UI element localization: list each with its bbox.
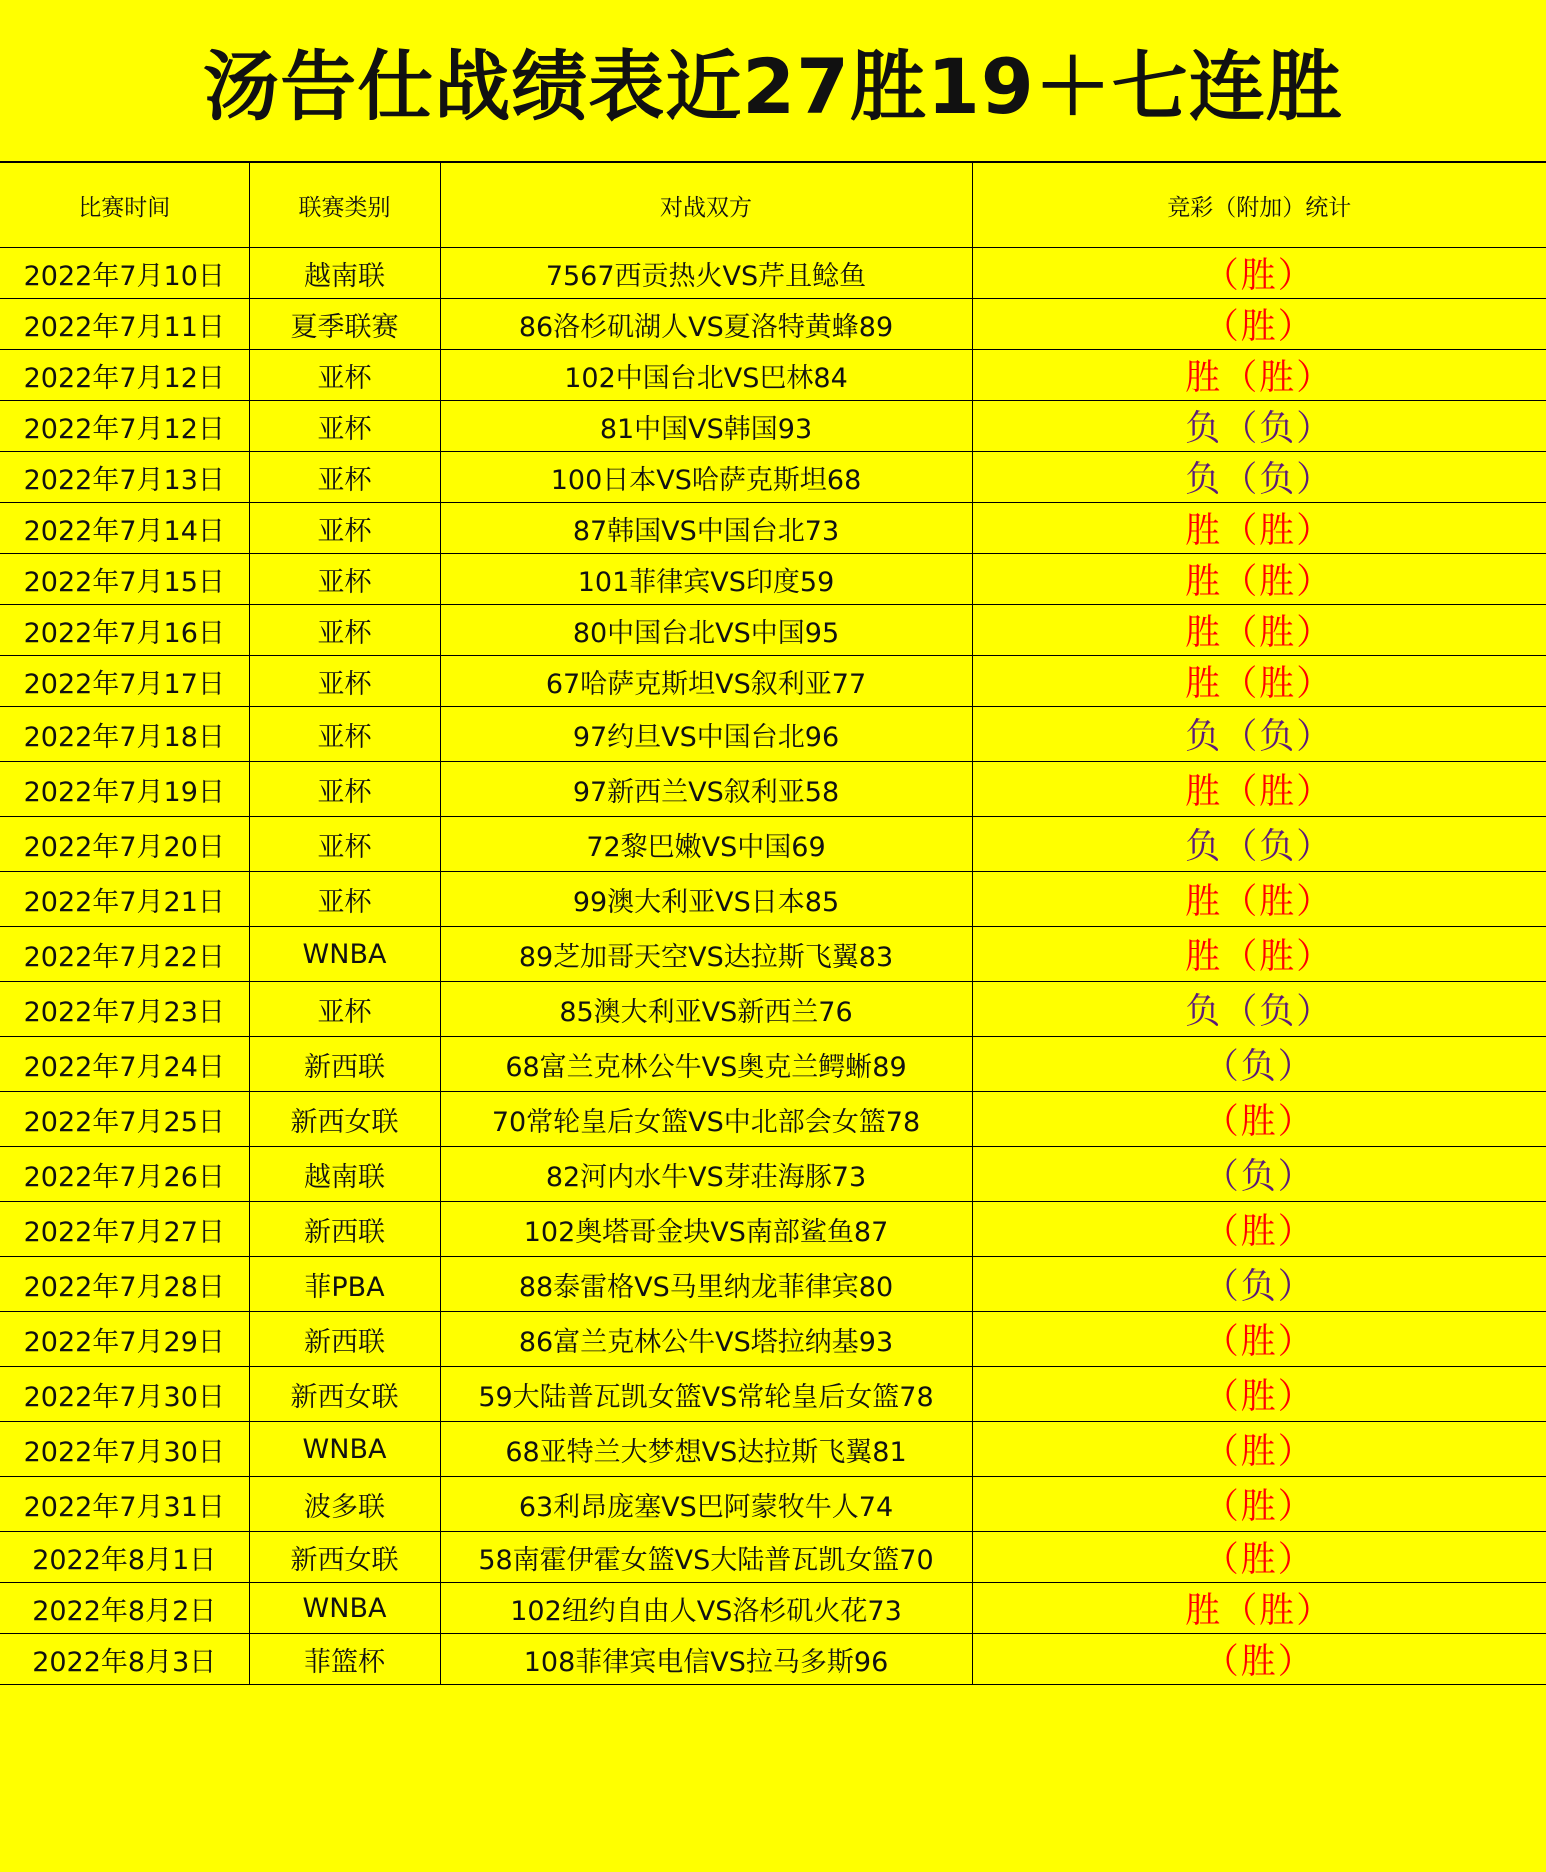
date-cell: 2022年7月31日: [0, 1477, 249, 1532]
result-cell: [972, 1202, 1546, 1257]
result-extra: （胜）: [1203, 256, 1315, 296]
result-cell: [972, 350, 1546, 401]
table-row: [0, 299, 1546, 350]
table-row: [0, 1257, 1546, 1312]
table-row: [0, 350, 1546, 401]
match-cell: 63利昂庞塞VS巴阿蒙牧牛人74: [440, 1477, 972, 1532]
result-extra: （胜）: [1203, 1377, 1315, 1417]
table-row: [0, 1477, 1546, 1532]
result-main: 胜: [1185, 562, 1223, 602]
result-cell: [972, 927, 1546, 982]
result-main: 胜: [1185, 613, 1223, 653]
date-cell: 2022年7月22日: [0, 927, 249, 982]
result-cell: [972, 1634, 1546, 1685]
date-cell: 2022年7月19日: [0, 762, 249, 817]
result-main: 负: [1185, 992, 1223, 1032]
table-row: [0, 248, 1546, 299]
date-cell: 2022年7月30日: [0, 1367, 249, 1422]
match-cell: 59大陆普瓦凯女篮VS常轮皇后女篮78: [440, 1367, 972, 1422]
result-cell: [972, 1583, 1546, 1634]
result-cell: [972, 1422, 1546, 1477]
league-cell: 夏季联赛: [249, 299, 440, 350]
result-extra: （胜）: [1203, 1487, 1315, 1527]
league-cell: 菲PBA: [249, 1257, 440, 1312]
date-cell: 2022年7月10日: [0, 248, 249, 299]
result-cell: [972, 1477, 1546, 1532]
result-cell: [972, 299, 1546, 350]
result-extra: （负）: [1222, 717, 1334, 757]
table-row: [0, 605, 1546, 656]
table-row: [0, 1312, 1546, 1367]
result-extra: （胜）: [1203, 1540, 1315, 1580]
match-cell: 82河内水牛VS芽荘海豚73: [440, 1147, 972, 1202]
date-cell: 2022年7月28日: [0, 1257, 249, 1312]
table-row: [0, 1367, 1546, 1422]
league-cell: WNBA: [249, 1422, 440, 1477]
match-cell: 88泰雷格VS马里纳龙菲律宾80: [440, 1257, 972, 1312]
result-cell: [972, 401, 1546, 452]
date-cell: 2022年7月26日: [0, 1147, 249, 1202]
result-main: 胜: [1185, 882, 1223, 922]
table-row: [0, 1202, 1546, 1257]
league-cell: 亚杯: [249, 503, 440, 554]
league-cell: 亚杯: [249, 817, 440, 872]
result-extra: （胜）: [1203, 1432, 1315, 1472]
result-extra: （胜）: [1203, 1102, 1315, 1142]
table-row: [0, 401, 1546, 452]
date-cell: 2022年7月24日: [0, 1037, 249, 1092]
league-cell: 新西女联: [249, 1367, 440, 1422]
match-cell: 86洛杉矶湖人VS夏洛特黄蜂89: [440, 299, 972, 350]
result-cell: [972, 982, 1546, 1037]
table-row: [0, 927, 1546, 982]
record-table: [0, 163, 1546, 1685]
table-row: [0, 817, 1546, 872]
date-cell: 2022年7月13日: [0, 452, 249, 503]
table-row: [0, 707, 1546, 762]
match-cell: 102奥塔哥金块VS南部鲨鱼87: [440, 1202, 972, 1257]
date-cell: 2022年7月14日: [0, 503, 249, 554]
date-cell: 2022年7月11日: [0, 299, 249, 350]
result-extra: （胜）: [1203, 307, 1315, 347]
league-cell: 波多联: [249, 1477, 440, 1532]
table-row: [0, 656, 1546, 707]
match-cell: 99澳大利亚VS日本85: [440, 872, 972, 927]
result-extra: （胜）: [1203, 1322, 1315, 1362]
result-cell: [972, 1532, 1546, 1583]
table-row: [0, 1092, 1546, 1147]
league-cell: WNBA: [249, 927, 440, 982]
result-cell: [972, 872, 1546, 927]
result-cell: [972, 1037, 1546, 1092]
result-extra: （胜）: [1222, 1591, 1334, 1631]
league-cell: 新西联: [249, 1312, 440, 1367]
match-cell: 58南霍伊霍女篮VS大陆普瓦凯女篮70: [440, 1532, 972, 1583]
league-cell: 新西联: [249, 1037, 440, 1092]
result-cell: [972, 248, 1546, 299]
table-row: [0, 1037, 1546, 1092]
result-extra: （胜）: [1203, 1212, 1315, 1252]
result-extra: （负）: [1222, 827, 1334, 867]
header-row: [0, 163, 1546, 248]
match-cell: 86富兰克林公牛VS塔拉纳基93: [440, 1312, 972, 1367]
result-cell: [972, 452, 1546, 503]
result-cell: [972, 1257, 1546, 1312]
result-cell: [972, 605, 1546, 656]
result-main: 负: [1185, 717, 1223, 757]
result-cell: [972, 1367, 1546, 1422]
result-main: 胜: [1185, 937, 1223, 977]
match-cell: 101菲律宾VS印度59: [440, 554, 972, 605]
header-date: 比赛时间: [0, 163, 249, 248]
table-row: [0, 762, 1546, 817]
match-cell: 7567西贡热火VS芹且鲶鱼: [440, 248, 972, 299]
match-cell: 85澳大利亚VS新西兰76: [440, 982, 972, 1037]
league-cell: 越南联: [249, 248, 440, 299]
result-extra: （负）: [1203, 1267, 1315, 1307]
match-cell: 81中国VS韩国93: [440, 401, 972, 452]
result-cell: [972, 1312, 1546, 1367]
date-cell: 2022年7月21日: [0, 872, 249, 927]
match-cell: 102纽约自由人VS洛杉矶火花73: [440, 1583, 972, 1634]
league-cell: 亚杯: [249, 605, 440, 656]
league-cell: 新西联: [249, 1202, 440, 1257]
match-cell: 108菲律宾电信VS拉马多斯96: [440, 1634, 972, 1685]
header-match: 对战双方: [440, 163, 972, 248]
table-row: [0, 1532, 1546, 1583]
table-row: [0, 982, 1546, 1037]
league-cell: 亚杯: [249, 707, 440, 762]
date-cell: 2022年7月30日: [0, 1422, 249, 1477]
league-cell: 亚杯: [249, 656, 440, 707]
date-cell: 2022年7月16日: [0, 605, 249, 656]
date-cell: 2022年7月25日: [0, 1092, 249, 1147]
league-cell: 亚杯: [249, 554, 440, 605]
result-main: 胜: [1185, 1591, 1223, 1631]
match-cell: 67哈萨克斯坦VS叙利亚77: [440, 656, 972, 707]
date-cell: 2022年7月20日: [0, 817, 249, 872]
league-cell: 亚杯: [249, 762, 440, 817]
date-cell: 2022年7月29日: [0, 1312, 249, 1367]
result-main: 胜: [1185, 358, 1223, 398]
page-title: 汤告仕战绩表近27胜19＋七连胜: [0, 0, 1546, 163]
result-main: 胜: [1185, 772, 1223, 812]
result-extra: （负）: [1203, 1047, 1315, 1087]
result-cell: [972, 762, 1546, 817]
result-extra: （负）: [1222, 992, 1334, 1032]
result-main: 负: [1185, 409, 1223, 449]
league-cell: 越南联: [249, 1147, 440, 1202]
date-cell: 2022年8月1日: [0, 1532, 249, 1583]
match-cell: 68亚特兰大梦想VS达拉斯飞翼81: [440, 1422, 972, 1477]
date-cell: 2022年8月2日: [0, 1583, 249, 1634]
league-cell: WNBA: [249, 1583, 440, 1634]
result-extra: （负）: [1203, 1157, 1315, 1197]
match-cell: 97约旦VS中国台北96: [440, 707, 972, 762]
table-row: [0, 554, 1546, 605]
league-cell: 菲篮杯: [249, 1634, 440, 1685]
date-cell: 2022年7月12日: [0, 350, 249, 401]
date-cell: 2022年7月17日: [0, 656, 249, 707]
date-cell: 2022年8月3日: [0, 1634, 249, 1685]
result-main: 胜: [1185, 664, 1223, 704]
result-extra: （胜）: [1222, 882, 1334, 922]
match-cell: 102中国台北VS巴林84: [440, 350, 972, 401]
result-extra: （胜）: [1222, 664, 1334, 704]
result-extra: （胜）: [1222, 613, 1334, 653]
result-extra: （胜）: [1203, 1642, 1315, 1682]
match-cell: 100日本VS哈萨克斯坦68: [440, 452, 972, 503]
result-cell: [972, 1147, 1546, 1202]
header-league: 联赛类别: [249, 163, 440, 248]
result-extra: （负）: [1222, 409, 1334, 449]
match-cell: 87韩国VS中国台北73: [440, 503, 972, 554]
table-row: [0, 872, 1546, 927]
date-cell: 2022年7月18日: [0, 707, 249, 762]
league-cell: 亚杯: [249, 982, 440, 1037]
result-main: 负: [1185, 460, 1223, 500]
result-extra: （胜）: [1222, 772, 1334, 812]
table-row: [0, 1583, 1546, 1634]
league-cell: 新西女联: [249, 1092, 440, 1147]
result-extra: （胜）: [1222, 562, 1334, 602]
table-row: [0, 452, 1546, 503]
date-cell: 2022年7月12日: [0, 401, 249, 452]
date-cell: 2022年7月15日: [0, 554, 249, 605]
result-cell: [972, 503, 1546, 554]
result-extra: （负）: [1222, 460, 1334, 500]
result-main: 负: [1185, 827, 1223, 867]
result-cell: [972, 707, 1546, 762]
table-row: [0, 1634, 1546, 1685]
match-cell: 89芝加哥天空VS达拉斯飞翼83: [440, 927, 972, 982]
result-cell: [972, 656, 1546, 707]
date-cell: 2022年7月27日: [0, 1202, 249, 1257]
league-cell: 亚杯: [249, 872, 440, 927]
match-cell: 68富兰克林公牛VS奥克兰鳄蜥89: [440, 1037, 972, 1092]
result-cell: [972, 554, 1546, 605]
match-cell: 97新西兰VS叙利亚58: [440, 762, 972, 817]
result-cell: [972, 1092, 1546, 1147]
result-extra: （胜）: [1222, 358, 1334, 398]
league-cell: 亚杯: [249, 401, 440, 452]
match-cell: 70常轮皇后女篮VS中北部会女篮78: [440, 1092, 972, 1147]
table-row: [0, 1422, 1546, 1477]
table-row: [0, 1147, 1546, 1202]
result-extra: （胜）: [1222, 511, 1334, 551]
result-main: 胜: [1185, 511, 1223, 551]
table-row: [0, 503, 1546, 554]
match-cell: 72黎巴嫩VS中国69: [440, 817, 972, 872]
league-cell: 新西女联: [249, 1532, 440, 1583]
result-cell: [972, 817, 1546, 872]
date-cell: 2022年7月23日: [0, 982, 249, 1037]
league-cell: 亚杯: [249, 350, 440, 401]
league-cell: 亚杯: [249, 452, 440, 503]
match-cell: 80中国台北VS中国95: [440, 605, 972, 656]
header-result: 竞彩（附加）统计: [972, 163, 1546, 248]
result-extra: （胜）: [1222, 937, 1334, 977]
